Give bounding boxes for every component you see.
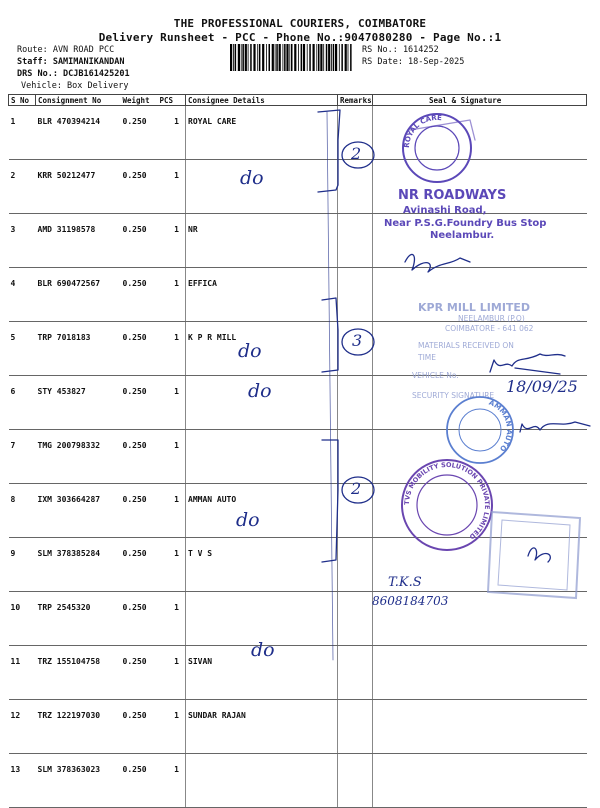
- ditto-mark: do: [251, 639, 275, 661]
- barcode: [230, 44, 355, 71]
- row-sno: 5: [9, 322, 36, 376]
- consignee-name: T V S: [186, 538, 338, 592]
- consignment-number: SLM 378385284: [36, 538, 121, 592]
- barcode-bar: [283, 44, 284, 71]
- barcode-bar: [275, 44, 276, 71]
- barcode-bar: [276, 44, 278, 71]
- barcode-bar: [318, 44, 320, 71]
- barcode-bar: [235, 44, 237, 71]
- svg-text:KPR MILL LIMITED: KPR MILL LIMITED: [418, 301, 531, 314]
- table-row: [9, 592, 587, 646]
- barcode-bar: [242, 44, 244, 71]
- row-sno: 11: [9, 646, 36, 700]
- seal-cell: [373, 754, 587, 808]
- consignee-name: [186, 592, 338, 646]
- row-pcs: 1: [158, 430, 186, 484]
- barcode-bar: [301, 44, 303, 71]
- ditto-mark: do: [236, 509, 260, 531]
- vehicle-label: Vehicle: Box Delivery: [21, 81, 129, 91]
- seal-cell: [373, 268, 587, 322]
- row-sno: 1: [9, 106, 36, 160]
- seal-cell: [373, 646, 587, 700]
- svg-text:AMMAN AUTO: AMMAN AUTO: [487, 398, 514, 453]
- remarks-cell: [338, 430, 373, 484]
- ditto-mark: do: [248, 380, 272, 402]
- barcode-bar: [230, 44, 232, 71]
- row-pcs: 1: [158, 646, 186, 700]
- consignment-number: TRZ 122197030: [36, 700, 121, 754]
- runsheet-table: [8, 94, 587, 808]
- barcode-bar: [348, 44, 349, 71]
- nr-stamp-name: NR ROADWAYS: [398, 188, 507, 203]
- barcode-bar: [248, 44, 249, 71]
- remarks-cell: [338, 376, 373, 430]
- consignment-number: AMD 31198578: [36, 214, 121, 268]
- drs-number: DRS No.: DCJB161425201: [17, 69, 130, 79]
- barcode-bar: [291, 44, 293, 71]
- table-row: [9, 430, 587, 484]
- barcode-bar: [259, 44, 261, 71]
- seal-cell: [373, 322, 587, 376]
- rs-number: RS No.: 1614252: [362, 45, 439, 55]
- row-pcs: 1: [158, 106, 186, 160]
- barcode-bar: [298, 44, 299, 71]
- table-row: [9, 484, 587, 538]
- svg-text:ROYAL CARE: ROYAL CARE: [402, 113, 443, 149]
- consignment-number: TMG 200798332: [36, 430, 121, 484]
- consignment-number: TRZ 155104758: [36, 646, 121, 700]
- consignee-name: SIVAN: [186, 646, 338, 700]
- barcode-bar: [335, 44, 337, 71]
- consignee-name: AMMAN AUTO: [186, 484, 338, 538]
- remarks-cell: [338, 700, 373, 754]
- consignee-name: EFFICA: [186, 268, 338, 322]
- handwritten-date: 18/09/25: [506, 377, 578, 396]
- barcode-bar: [245, 44, 247, 71]
- table-row: [9, 376, 587, 430]
- remarks-cell: [338, 268, 373, 322]
- staff-label: Staff: SAMIMANIKANDAN: [17, 57, 125, 67]
- table-row: [9, 268, 587, 322]
- consignee-name: ROYAL CARE: [186, 106, 338, 160]
- row-pcs: 1: [158, 322, 186, 376]
- barcode-bar: [294, 44, 296, 71]
- consignee-name: [186, 754, 338, 808]
- barcode-bar: [289, 44, 290, 71]
- barcode-bar: [257, 44, 258, 71]
- col-seal: Seal & Signature: [373, 95, 587, 106]
- row-weight: 0.250: [121, 430, 158, 484]
- signature-phone: 8608184703: [372, 594, 449, 608]
- remarks-cell: [338, 160, 373, 214]
- signature-name: T.K.S: [388, 575, 422, 590]
- row-sno: 6: [9, 376, 36, 430]
- consignment-number: BLR 470394214: [36, 106, 121, 160]
- svg-text:MATERIALS RECEIVED ON: MATERIALS RECEIVED ON: [418, 341, 514, 350]
- col-consignee: Consignee Details: [186, 95, 338, 106]
- rs-date: RS Date: 18-Sep-2025: [362, 57, 465, 67]
- col-weight: Weight: [121, 95, 158, 106]
- row-pcs: 1: [158, 214, 186, 268]
- company-title: THE PROFESSIONAL COURIERS, COIMBATORE: [173, 17, 427, 30]
- barcode-bar: [284, 44, 286, 71]
- consignment-number: STY 453827: [36, 376, 121, 430]
- nr-stamp-line1: Avinashi Road,: [403, 205, 487, 216]
- row-sno: 3: [9, 214, 36, 268]
- barcode-bar: [339, 44, 340, 71]
- seal-cell: [373, 160, 587, 214]
- consignee-name: NR: [186, 214, 338, 268]
- col-remarks: Remarks: [338, 95, 373, 106]
- row-pcs: 1: [158, 592, 186, 646]
- row-sno: 8: [9, 484, 36, 538]
- row-pcs: 1: [158, 160, 186, 214]
- col-sno: S No: [9, 95, 36, 106]
- remarks-cell: [338, 754, 373, 808]
- row-pcs: 1: [158, 376, 186, 430]
- barcode-bar: [323, 44, 324, 71]
- consignment-number: BLR 690472567: [36, 268, 121, 322]
- barcode-bar: [313, 44, 315, 71]
- row-pcs: 1: [158, 700, 186, 754]
- barcode-bar: [262, 44, 264, 71]
- barcode-bar: [341, 44, 343, 71]
- consignment-number: TRP 7018183: [36, 322, 121, 376]
- row-sno: 12: [9, 700, 36, 754]
- row-pcs: 1: [158, 484, 186, 538]
- svg-text:TIME: TIME: [418, 353, 437, 362]
- svg-text:VEHICLE No.: VEHICLE No.: [412, 371, 459, 380]
- svg-text:COIMBATORE - 641 062: COIMBATORE - 641 062: [445, 324, 534, 333]
- seal-cell: [373, 700, 587, 754]
- consignment-number: KRR 50212477: [36, 160, 121, 214]
- remark-number: 2: [351, 144, 362, 163]
- svg-text:SECURITY SIGNATURE: SECURITY SIGNATURE: [412, 391, 495, 400]
- barcode-bar: [333, 44, 335, 71]
- nr-stamp-line3: Neelambur.: [430, 230, 495, 241]
- row-sno: 9: [9, 538, 36, 592]
- consignment-number: TRP 2545320: [36, 592, 121, 646]
- row-weight: 0.250: [121, 214, 158, 268]
- table-row: [9, 754, 587, 808]
- row-weight: 0.250: [121, 700, 158, 754]
- barcode-bar: [241, 44, 242, 71]
- consignment-number: SLM 378363023: [36, 754, 121, 808]
- remark-number: 2: [351, 479, 362, 498]
- row-weight: 0.250: [121, 268, 158, 322]
- runsheet-subtitle: Delivery Runsheet - PCC - Phone No.:9047080280 - Page No.:1: [98, 31, 502, 44]
- barcode-bar: [269, 44, 271, 71]
- barcode-bar: [286, 44, 288, 71]
- row-pcs: 1: [158, 754, 186, 808]
- remarks-cell: [338, 646, 373, 700]
- consignee-name: [186, 430, 338, 484]
- table-row: [9, 322, 587, 376]
- barcode-bar: [350, 44, 352, 71]
- table-row: [9, 214, 587, 268]
- row-sno: 2: [9, 160, 36, 214]
- svg-text:NEELAMBUR (P.O): NEELAMBUR (P.O): [458, 314, 525, 323]
- barcode-bar: [253, 44, 255, 71]
- barcode-bar: [326, 44, 328, 71]
- seal-cell: [373, 106, 587, 160]
- barcode-bar: [233, 44, 234, 71]
- barcode-bar: [266, 44, 267, 71]
- remarks-cell: [338, 214, 373, 268]
- seal-cell: [373, 214, 587, 268]
- table-header-row: [9, 95, 587, 106]
- table-row: [9, 538, 587, 592]
- row-sno: 10: [9, 592, 36, 646]
- ditto-mark: do: [240, 167, 264, 189]
- barcode-bar: [238, 44, 240, 71]
- barcode-bar: [309, 44, 311, 71]
- table-row: [9, 646, 587, 700]
- barcode-bar: [307, 44, 308, 71]
- row-pcs: 1: [158, 538, 186, 592]
- consignment-number: IXM 303664287: [36, 484, 121, 538]
- row-sno: 13: [9, 754, 36, 808]
- row-sno: 7: [9, 430, 36, 484]
- table-row: [9, 106, 587, 160]
- table-row: [9, 160, 587, 214]
- barcode-bar: [250, 44, 252, 71]
- row-weight: 0.250: [121, 322, 158, 376]
- row-sno: 4: [9, 268, 36, 322]
- barcode-bar: [316, 44, 317, 71]
- row-weight: 0.250: [121, 376, 158, 430]
- seal-cell: [373, 430, 587, 484]
- row-pcs: 1: [158, 268, 186, 322]
- barcode-bar: [331, 44, 332, 71]
- col-consignment: Consignment No: [36, 95, 121, 106]
- barcode-bar: [279, 44, 281, 71]
- svg-text:TVS MOBILITY SOLUTION PRIVATE: TVS MOBILITY SOLUTION PRIVATE LIMITED: [402, 460, 492, 541]
- row-weight: 0.250: [121, 484, 158, 538]
- remarks-cell: [338, 592, 373, 646]
- remarks-cell: [338, 538, 373, 592]
- barcode-bar: [345, 44, 347, 71]
- table-row: [9, 700, 587, 754]
- remark-number: 3: [352, 331, 363, 350]
- barcode-bar: [272, 44, 274, 71]
- row-weight: 0.250: [121, 646, 158, 700]
- row-weight: 0.250: [121, 754, 158, 808]
- consignee-name: SUNDAR RAJAN: [186, 700, 338, 754]
- row-weight: 0.250: [121, 592, 158, 646]
- row-weight: 0.250: [121, 538, 158, 592]
- seal-cell: [373, 484, 587, 538]
- row-weight: 0.250: [121, 106, 158, 160]
- barcode-bar: [303, 44, 305, 71]
- barcode-bar: [320, 44, 322, 71]
- ditto-mark: do: [238, 340, 262, 362]
- nr-stamp-line2: Near P.S.G.Foundry Bus Stop: [384, 218, 547, 229]
- route-label: Route: AVN ROAD PCC: [17, 45, 115, 55]
- col-pcs: PCS: [158, 95, 186, 106]
- row-weight: 0.250: [121, 160, 158, 214]
- barcode-bar: [328, 44, 330, 71]
- consignee-name: K P R MILL: [186, 322, 338, 376]
